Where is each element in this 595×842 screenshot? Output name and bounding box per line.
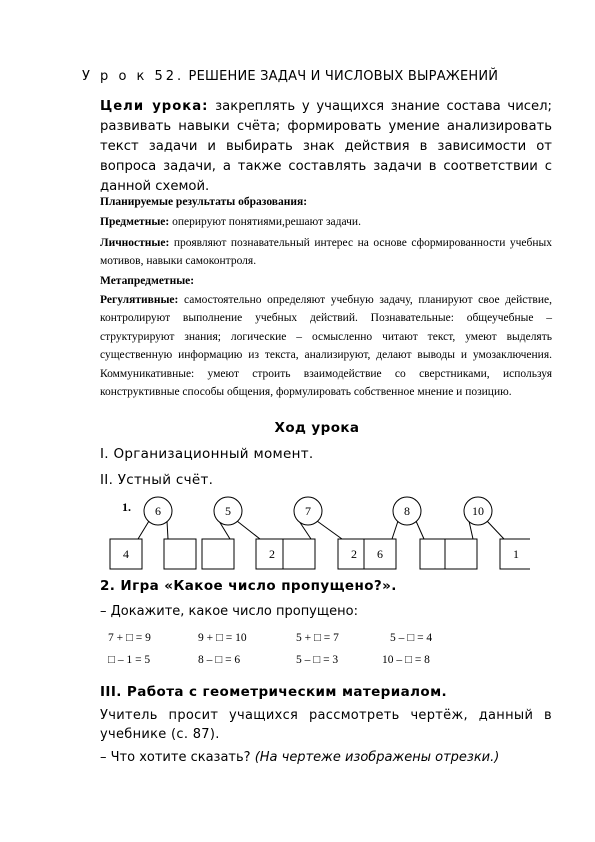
section-oral-count: II. Устный счёт.: [100, 472, 214, 488]
personal-label: Личностные:: [100, 237, 170, 249]
answer-text: (На чертеже изображены отрезки.): [254, 750, 500, 765]
prove-instruction: – Докажите, какое число пропущено:: [100, 604, 358, 619]
expression-2: 9 + □ = 10: [198, 632, 247, 644]
lesson-title: [82, 69, 552, 84]
connector-line: [237, 521, 260, 539]
regulatory-text: самостоятельно определяют учебную задачу, планируют свое действие, контролируют выполнение учебных действий. Познавательные: общеучебные – структурируют знания; логические – осмысленно читают текст, умеют выделять существенную информацию из текста, анализируют, делают выводы и умозаключения. Коммуникативные: умеют строить взаимодействие со сверстниками, используя конструктивные способы общения, формулировать собственное мнение и позицию.: [100, 294, 552, 399]
answer-box: [164, 539, 196, 569]
circle-value: 10: [472, 504, 484, 518]
course-heading: Ход урока: [274, 420, 360, 436]
goals-label: Цели урока:: [100, 99, 209, 114]
box-value: 6: [377, 547, 383, 561]
circle-value: 7: [305, 504, 311, 518]
results-regulatory: [100, 291, 552, 401]
circle-value: 8: [404, 504, 410, 518]
question-text: – Что хотите сказать?: [100, 750, 255, 765]
question-line: [100, 750, 499, 765]
box-value: 1: [513, 547, 519, 561]
diagram-label: 1.: [122, 500, 131, 514]
lesson-number: У р о к 52.: [82, 69, 185, 84]
answer-box: [283, 539, 315, 569]
connector-line: [167, 521, 168, 539]
results-meta: [100, 272, 552, 290]
diagram-groups: [110, 497, 530, 569]
connector-line: [138, 521, 149, 539]
box-value: 2: [351, 547, 357, 561]
goals-text: закреплять у учащихся знание состава чисел; развивать навыки счёта; формировать умение анализировать текст задачи и выбирать знак действия в зависимости от вопроса задачи, а также составлять задачи в соответствии с данной схемой.: [100, 99, 552, 194]
results-heading-text: Планируемые результаты образования:: [100, 196, 308, 208]
regulatory-label: Регулятивные:: [100, 294, 179, 306]
circle-value: 5: [225, 504, 231, 518]
lesson-topic: РЕШЕНИЕ ЗАДАЧ И ЧИСЛОВЫХ ВЫРАЖЕНИЙ: [188, 69, 499, 84]
answer-box: [445, 539, 477, 569]
teacher-instruction: Учитель просит учащихся рассмотреть чертёж, данный в учебнике (с. 87).: [100, 708, 552, 742]
results-personal: [100, 234, 552, 271]
expression-5: □ – 1 = 5: [108, 654, 151, 666]
subject-label: Предметные:: [100, 216, 170, 228]
section-org-moment: I. Организационный момент.: [100, 446, 314, 462]
meta-label: Метапредметные:: [100, 275, 195, 287]
box-value: 2: [269, 547, 275, 561]
connector-line: [392, 521, 398, 539]
connector-line: [416, 521, 424, 539]
section-geometry: III. Работа с геометрическим материалом.: [100, 684, 448, 700]
personal-text: проявляют познавательный интерес на основе сформированности учебных мотивов, навыки самоконтроля.: [100, 237, 552, 268]
box-value: 4: [123, 547, 129, 561]
expression-1: 7 + □ = 9: [108, 632, 151, 644]
number-composition-diagram: [100, 492, 530, 572]
connector-line: [487, 521, 504, 539]
answer-box: [202, 539, 234, 569]
connector-line: [317, 521, 342, 539]
expression-8: 10 – □ = 8: [382, 654, 430, 666]
expression-6: 8 – □ = 6: [198, 654, 241, 666]
lesson-goals: [100, 97, 552, 197]
circle-value: 6: [155, 504, 161, 518]
expression-3: 5 + □ = 7: [296, 632, 339, 644]
results-heading: [100, 193, 552, 211]
expression-7: 5 – □ = 3: [296, 654, 339, 666]
game-heading: 2. Игра «Какое число пропущено?».: [100, 578, 397, 594]
expression-4: 5 – □ = 4: [390, 632, 433, 644]
results-subject: [100, 213, 552, 231]
subject-text: оперируют понятиями,решают задачи.: [169, 216, 361, 228]
